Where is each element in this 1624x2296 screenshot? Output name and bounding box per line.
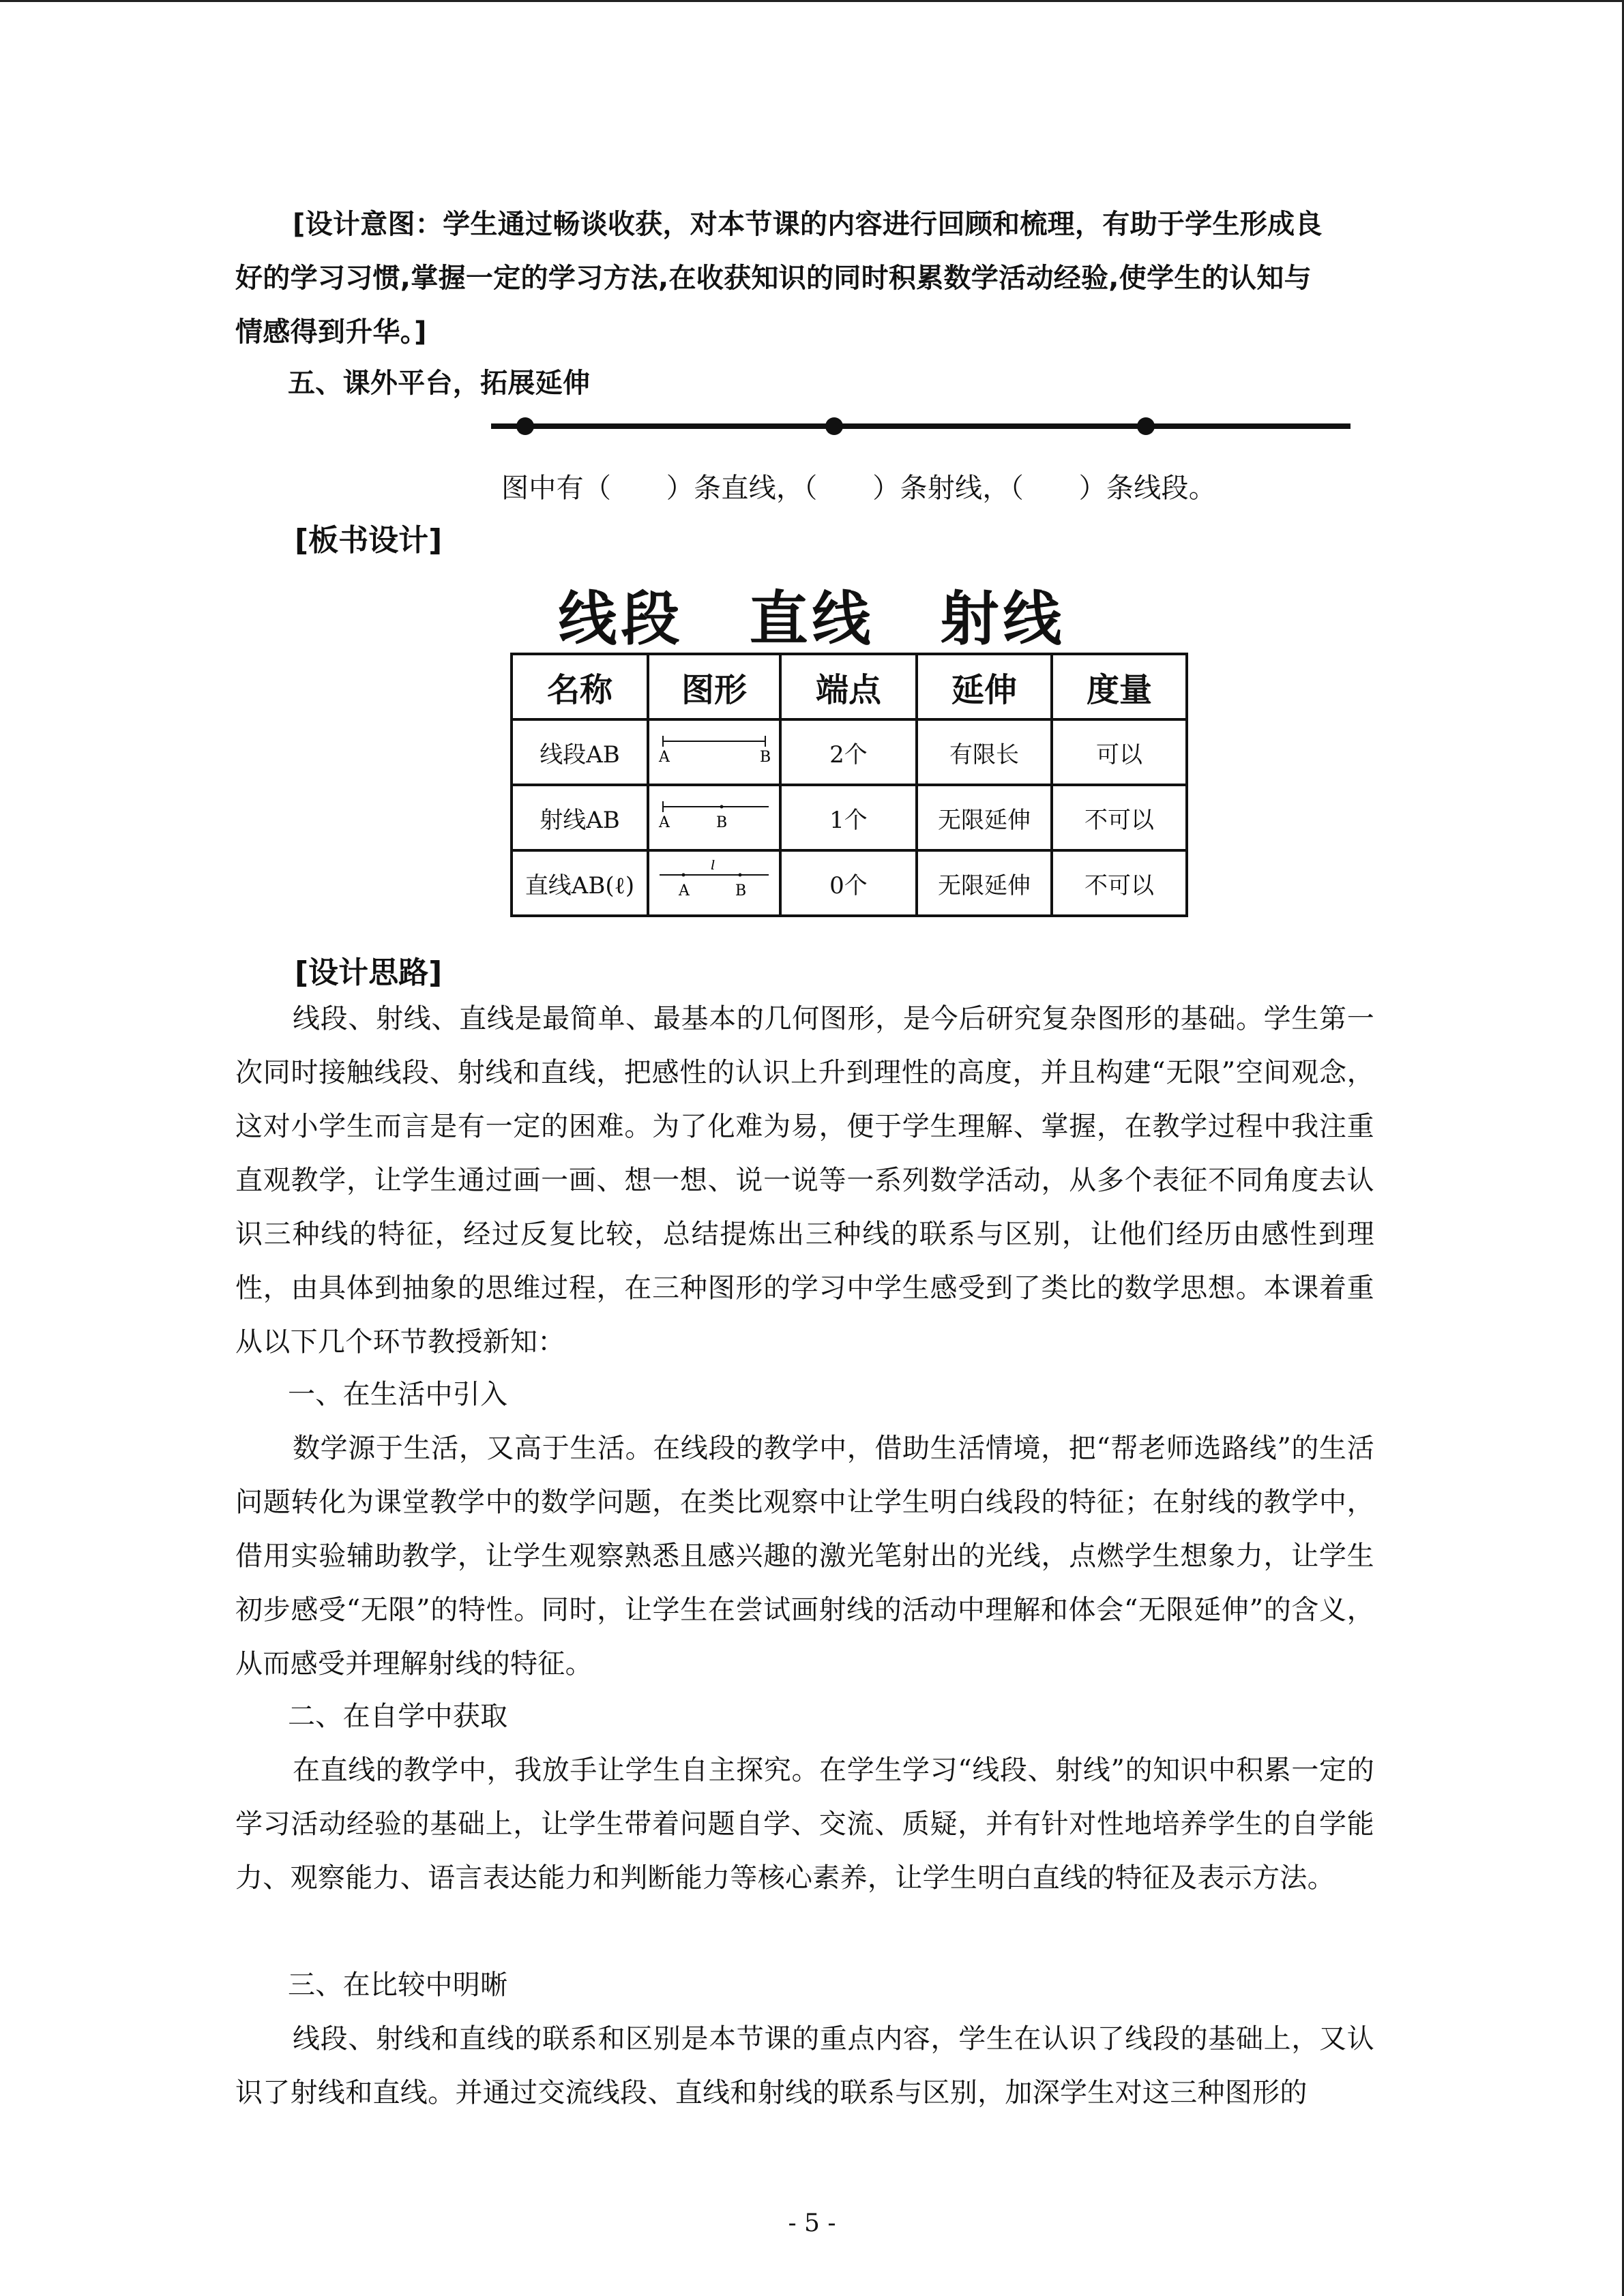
board-header-row (512, 654, 1187, 719)
line-figure (648, 850, 780, 916)
row-measure: 不可以 (1052, 850, 1187, 916)
table-row (512, 785, 1187, 850)
row-name: 直线AB(ℓ) (512, 850, 648, 916)
line-l-label: l (711, 859, 715, 873)
section5-heading: 五、课外平台，拓展延伸 (288, 368, 591, 399)
page-border-top (0, 0, 1624, 2)
point-b-label: B (735, 882, 747, 899)
exercise-point-2 (825, 417, 843, 435)
board-title-part-3: 射线 (940, 585, 1066, 653)
section1-paragraph: 数学源于生活，又高于生活。在线段的教学中，借助生活情境，把“帮老师选路线”的生活问题转化为课堂教学中的数学问题，在类比观察中让学生明白线段的特征；在射线的教学中，借用实验辅助教学，让学生观察熟悉且感兴趣的激光笔射出的光线，点燃学生想象力，让学生初步感受“无限”的特性。同时，让学生在尝试画射线的活动中理解和体会“无限延伸”的含义，从而感受并理解射线的特征。 (235, 1433, 1374, 1680)
header-figure: 图形 (648, 654, 780, 719)
row-endpoints: 0个 (780, 850, 917, 916)
header-name: 名称 (512, 654, 648, 719)
design-thinking-heading: [设计思路] (295, 955, 443, 990)
section2-heading: 二、在自学中获取 (288, 1701, 508, 1732)
point-a-label: A (659, 814, 670, 831)
point-a-label: A (659, 748, 670, 766)
row-extension: 有限长 (917, 719, 1052, 785)
header-extension: 延伸 (917, 654, 1052, 719)
row-extension: 无限延伸 (917, 785, 1052, 850)
point-a-label: A (679, 882, 690, 899)
section2-paragraph: 在直线的教学中，我放手让学生自主探究。在学生学习“线段、射线”的知识中积累一定的学习活动经验的基础上，让学生带着问题自学、交流、质疑，并有针对性地培养学生的自学能力、观察能力、语言表达能力和判断能力等核心素养，让学生明白直线的特征及表示方法。 (235, 1755, 1374, 1894)
board-table (510, 653, 1188, 917)
row-measure: 可以 (1052, 719, 1187, 785)
design-intent-line-3: 情感得到升华。] (235, 316, 427, 348)
row-name: 线段AB (512, 719, 648, 785)
row-endpoints: 2个 (780, 719, 917, 785)
ray-figure (648, 785, 780, 850)
exercise-point-3 (1137, 417, 1155, 435)
board-design-heading: [板书设计] (295, 523, 443, 558)
design-intent-line-1: [设计意图：学生通过畅谈收获，对本节课的内容进行回顾和梳理，有助于学生形成良 (293, 209, 1323, 240)
design-thinking-paragraph: 线段、射线、直线是最简单、最基本的几何图形，是今后研究复杂图形的基础。学生第一次同时接触线段、射线和直线，把感性的认识上升到理性的高度，并且构建“无限”空间观念，这对小学生而言是有一定的困难。为了化难为易，便于学生理解、掌握，在教学过程中我注重直观教学，让学生通过画一画、想一想、说一说等一系列数学活动，从多个表征不同角度去认识三种线的特征，经过反复比较，总结提炼出三种线的联系与区别，让他们经历由感性到理性，由具体到抽象的思维过程，在三种图形的学习中学生感受到了类比的数学思想。本课着重从以下几个环节教授新知： (235, 1003, 1374, 1358)
exercise-point-1 (516, 417, 534, 435)
row-endpoints: 1个 (780, 785, 917, 850)
board-title (0, 571, 1624, 656)
table-row (512, 719, 1187, 785)
section3-paragraph: 线段、射线和直线的联系和区别是本节课的重点内容，学生在认识了线段的基础上，又认识了射线和直线。并通过交流线段、直线和射线的联系与区别，加深学生对这三种图形的 (235, 2023, 1374, 2108)
point-b-label: B (760, 748, 771, 766)
board-title-part-1: 线段 (558, 585, 684, 653)
exercise-line-figure (488, 409, 1354, 443)
board-title-part-2: 直线 (749, 585, 875, 653)
section1-heading: 一、在生活中引入 (288, 1379, 508, 1410)
point-b-label: B (716, 814, 728, 831)
design-intent-line-2: 好的学习习惯,掌握一定的学习方法,在收获知识的同时积累数学活动经验,使学生的认知与 (235, 263, 1312, 294)
segment-figure (648, 719, 780, 785)
header-endpoints: 端点 (780, 654, 917, 719)
row-measure: 不可以 (1052, 785, 1187, 850)
page-number: - 5 - (788, 2209, 836, 2237)
table-row (512, 850, 1187, 916)
row-extension: 无限延伸 (917, 850, 1052, 916)
section3-heading: 三、在比较中明晰 (288, 1969, 508, 2001)
exercise-question: 图中有（ ）条直线，（ ）条射线，（ ）条线段。 (501, 473, 1217, 504)
row-name: 射线AB (512, 785, 648, 850)
header-measure: 度量 (1052, 654, 1187, 719)
